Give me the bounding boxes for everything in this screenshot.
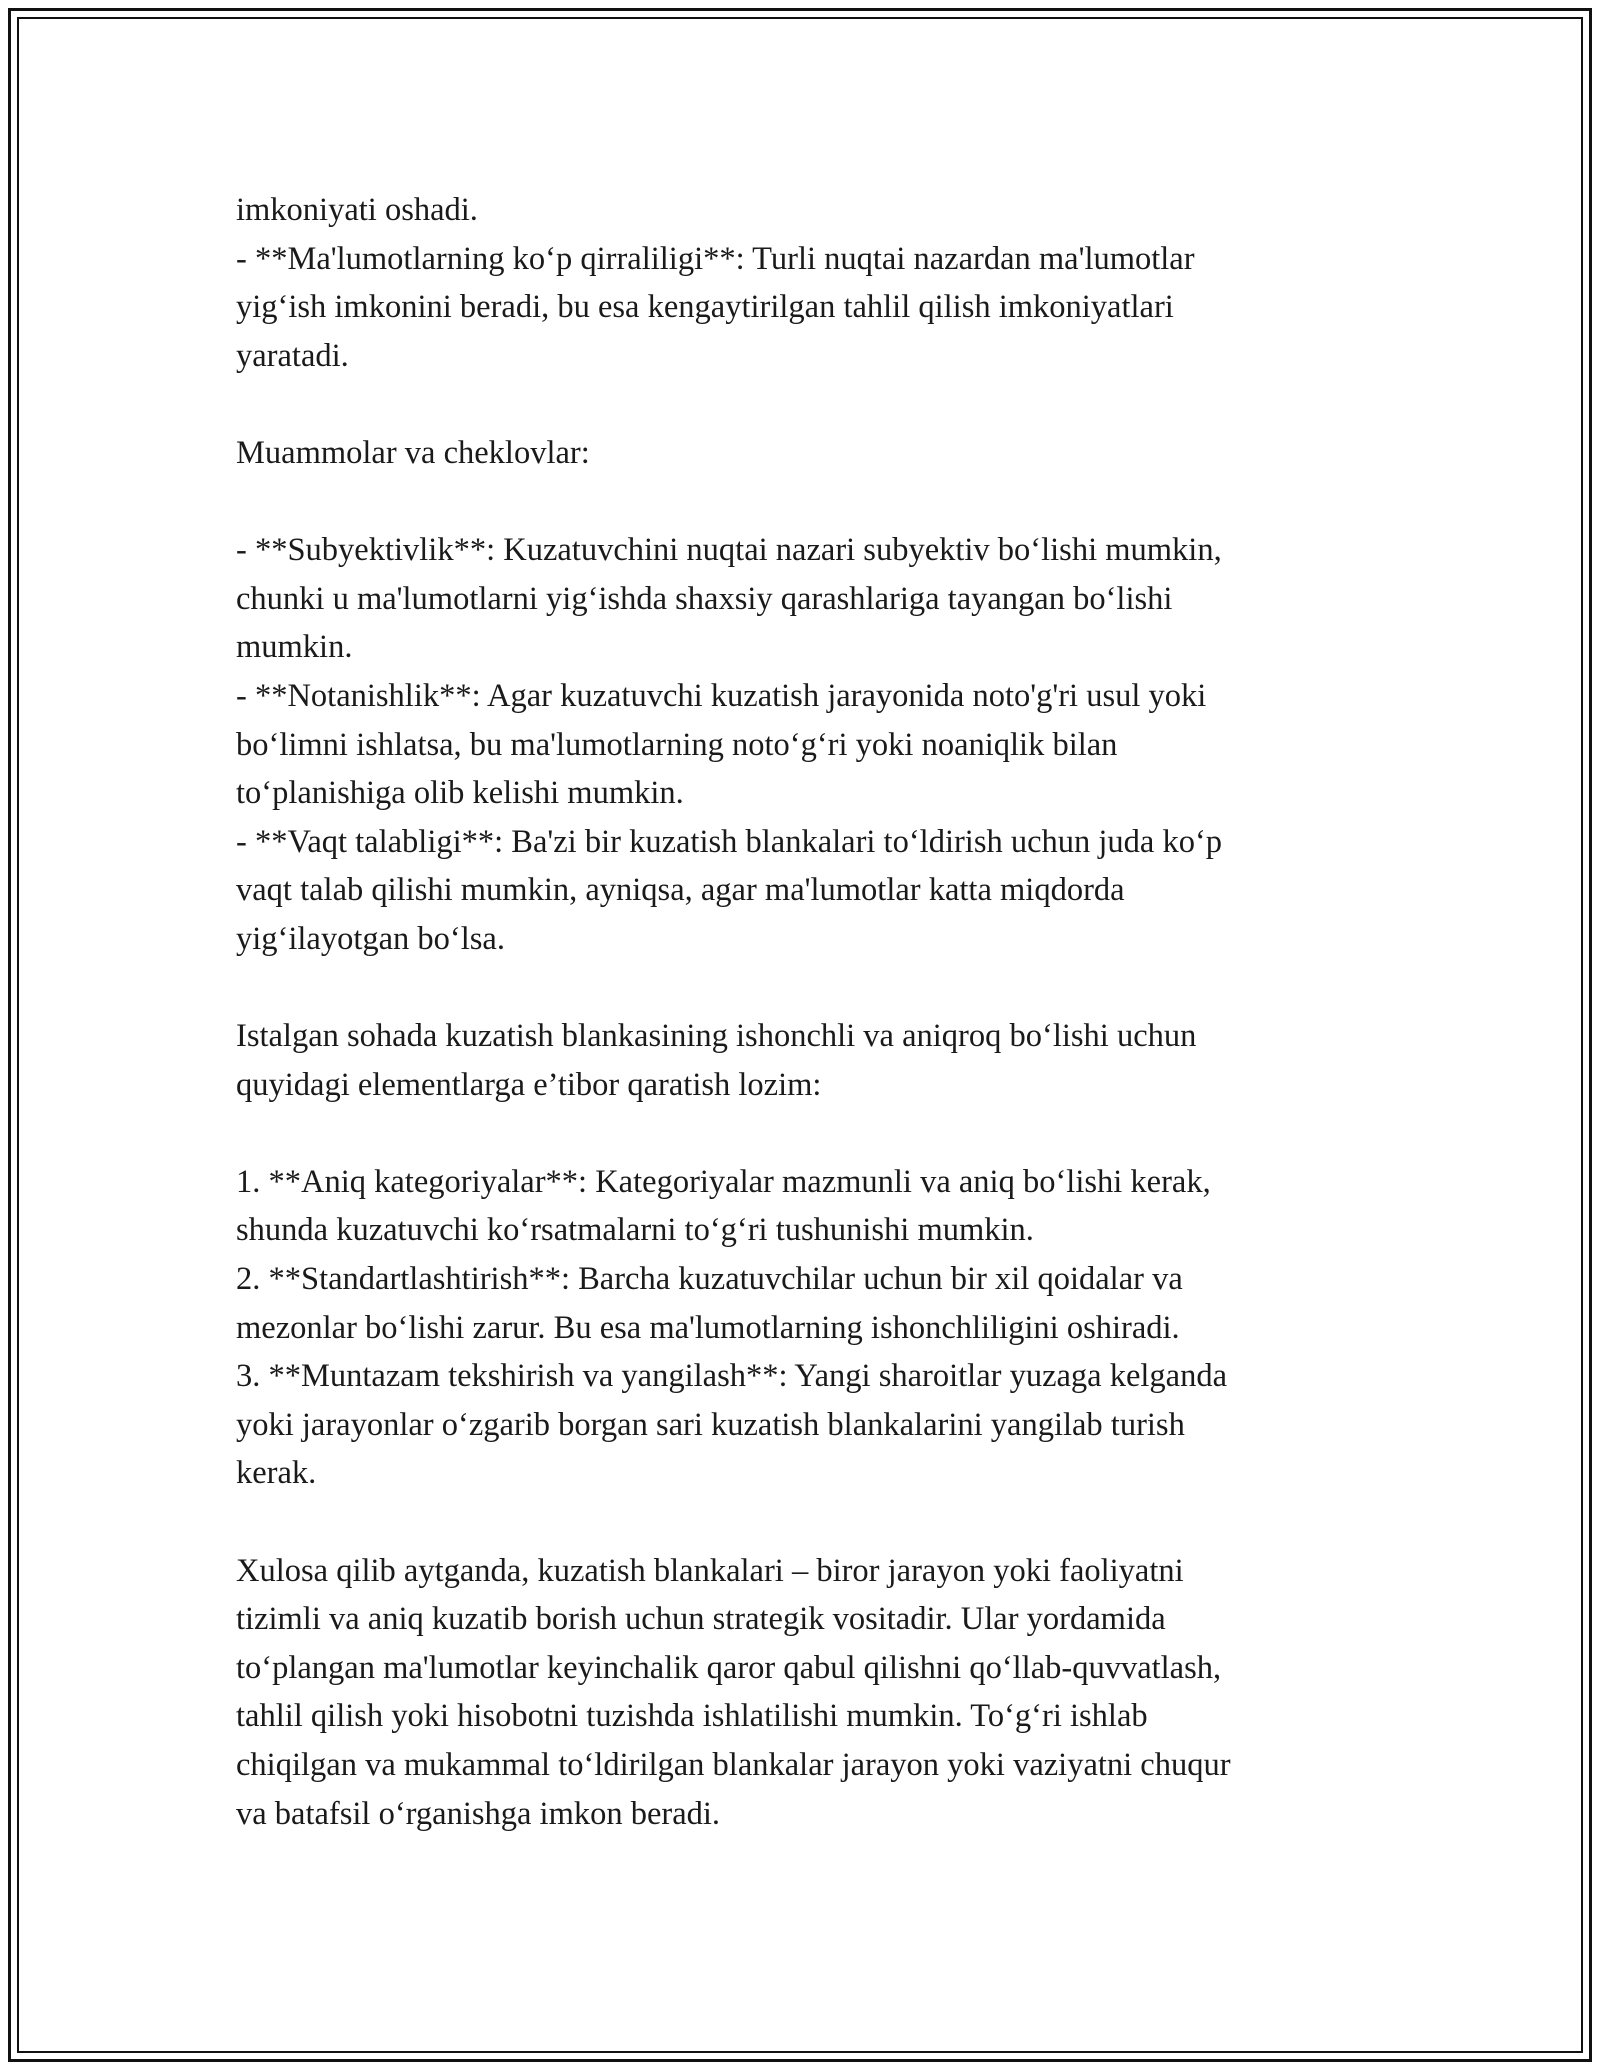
text-line: bo‘limni ishlatsa, bu ma'lumotlarning noto‘g‘ri yoki noaniqlik bilan	[236, 726, 1118, 763]
blank-line	[236, 478, 1386, 527]
blank-line	[236, 964, 1386, 1013]
text-line: yaratadi.	[236, 337, 349, 374]
text-line: to‘plangan ma'lumotlar keyinchalik qaror qabul qilishni qo‘llab-quvvatlash,	[236, 1649, 1222, 1686]
text-line: imkoniyati oshadi.	[236, 192, 478, 228]
text-line: va batafsil o‘rganishga imkon beradi.	[236, 1795, 721, 1832]
text-line: - **Ma'lumotlarning ko‘p qirraliligi**: Turli nuqtai nazardan ma'lumotlar	[236, 240, 1195, 277]
text-line: - **Notanishlik**: Agar kuzatuvchi kuzatish jarayonida noto'g'ri usul yoki	[236, 677, 1207, 714]
text-line: yig‘ilayotgan bo‘lsa.	[236, 920, 505, 957]
blank-line	[236, 1109, 1386, 1158]
blank-line	[236, 380, 1386, 429]
text-line: yoki jarayonlar o‘zgarib borgan sari kuzatish blankalarini yangilab turish	[236, 1406, 1185, 1443]
text-line: - **Vaqt talabligi**: Ba'zi bir kuzatish blankalari to‘ldirish uchun juda ko‘p	[236, 823, 1223, 860]
text-line: mumkin.	[236, 629, 353, 666]
text-line: shunda kuzatuvchi ko‘rsatmalarni to‘g‘ri tushunishi mumkin.	[236, 1212, 1034, 1249]
text-line: chiqilgan va mukammal to‘ldirilgan blankalar jarayon yoki vaziyatni chuqur	[236, 1747, 1231, 1783]
text-line: - **Subyektivlik**: Kuzatuvchini nuqtai nazari subyektiv bo‘lishi mumkin,	[236, 532, 1222, 569]
text-line: 1. **Aniq kategoriyalar**: Kategoriyalar mazmunli va aniq bo‘lishi kerak,	[236, 1163, 1211, 1200]
section-heading: Muammolar va cheklovlar:	[236, 434, 590, 471]
text-line: chunki u ma'lumotlarni yig‘ishda shaxsiy qarashlariga tayangan bo‘lishi	[236, 580, 1173, 617]
text-line: tahlil qilish yoki hisobotni tuzishda ishlatilishi mumkin. To‘g‘ri ishlab	[236, 1698, 1148, 1735]
blank-line	[236, 1498, 1386, 1547]
text-line: kerak.	[236, 1455, 317, 1492]
text-line: 2. **Standartlashtirish**: Barcha kuzatuvchilar uchun bir xil qoidalar va	[236, 1261, 1183, 1298]
text-line: vaqt talab qilishi mumkin, ayniqsa, agar ma'lumotlar katta miqdorda	[236, 872, 1125, 909]
text-line: quyidagi elementlarga e’tibor qaratish lozim:	[236, 1066, 822, 1103]
text-line: Istalgan sohada kuzatish blankasining ishonchli va aniqroq bo‘lishi uchun	[236, 1018, 1197, 1055]
document-body	[236, 186, 1386, 1838]
text-line: 3. **Muntazam tekshirish va yangilash**: Yangi sharoitlar yuzaga kelganda	[236, 1358, 1228, 1395]
text-line: Xulosa qilib aytganda, kuzatish blankalari – biror jarayon yoki faoliyatni	[236, 1552, 1184, 1589]
text-line: to‘planishiga olib kelishi mumkin.	[236, 775, 684, 812]
text-line: mezonlar bo‘lishi zarur. Bu esa ma'lumotlarning ishonchliligini oshiradi.	[236, 1309, 1180, 1346]
text-line: yig‘ish imkonini beradi, bu esa kengaytirilgan tahlil qilish imkoniyatlari	[236, 289, 1174, 326]
text-line: tizimli va aniq kuzatib borish uchun strategik vositadir. Ular yordamida	[236, 1601, 1166, 1638]
